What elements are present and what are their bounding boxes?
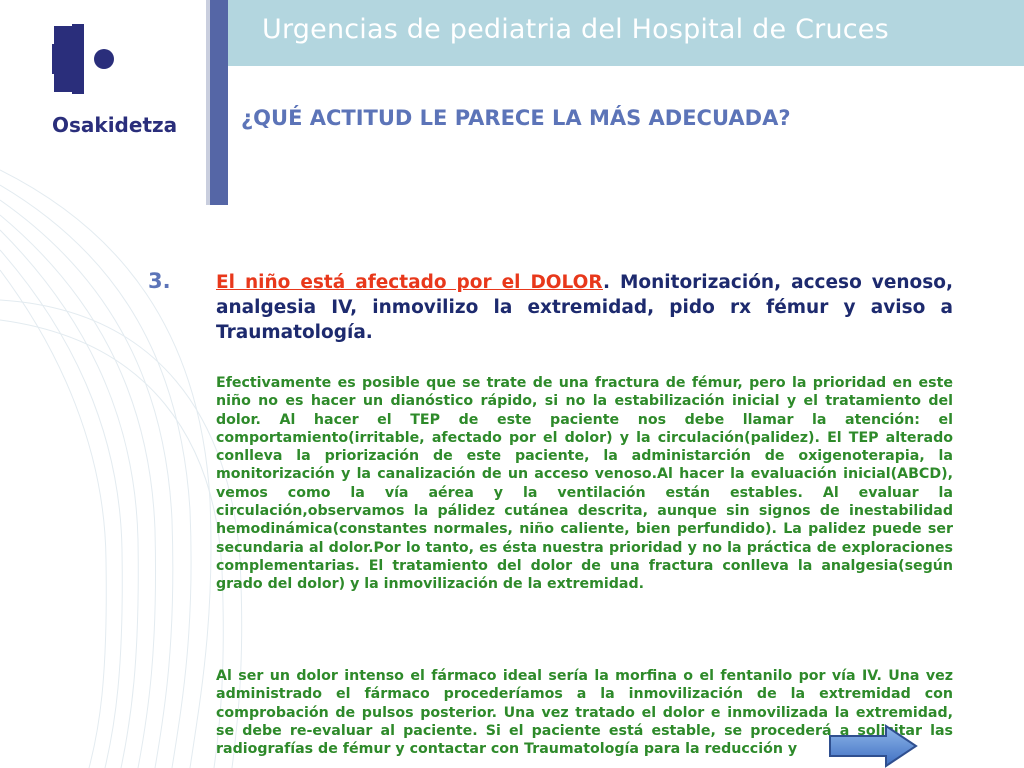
header-title: Urgencias de pediatria del Hospital de Cruces <box>262 14 889 45</box>
explanation-paragraph-1: Efectivamente es posible que se trate de una fractura de fémur, pero la prioridad en este niño no es hacer un dianóstico rápido, si no la estabilización inicial y el tratamiento del dolor. Al hacer el TEP de este paciente nos debe llamar la atención: el comportamiento(irritable, afectado por el dolor) y la circulación(palidez). El TEP alterado conlleva la priorización de este paciente, la administarción de oxigenoterapia, la monitorización y la canalización de un acceso venoso.Al hacer la evaluación inicial(ABCD), vemos como la vía aérea y la ventilación están estables. Al evaluar la circulación,observamos la pálidez cutánea descrita, aunque sin signos de inestabilidad hemodinámica(constantes normales, niño caliente, bien perfundido). La palidez puede ser secundaria al dolor.Por lo tanto, es ésta nuestra prioridad y no la práctica de exploraciones complementarias. El tratamiento del dolor de una fractura conlleva la analgesia(según grado del dolor) y la inmovilización de la extremidad. <box>216 375 953 593</box>
right-arrow-icon[interactable] <box>828 724 920 768</box>
answer-text <box>216 270 953 345</box>
explanation-paragraph-2: Al ser un dolor intenso el fármaco ideal sería la morfina o el fentanilo por vía IV. Una vez administrado el fármaco procederíamos a la inmovilización de la extremidad con comprobación de pulsos posterior. Una vez tratado el dolor e inmovilizada la extremidad, se debe re-evaluar al paciente. Si el paciente está estable, se procederá a solicitar las radiografías de fémur y contactar con Traumatología para la reducción y <box>216 668 953 758</box>
osakidetza-cross-logo-icon <box>52 24 122 94</box>
answer-rest: . Monitorización, acceso venoso, analgesia IV, inmovilizo la extremidad, pido rx fémur y aviso a Traumatología. <box>216 272 954 343</box>
answer-highlight[interactable]: El niño está afectado por el DOLOR <box>216 272 603 293</box>
accent-bar <box>210 0 228 205</box>
slide-title: ¿QUÉ ACTITUD LE PARECE LA MÁS ADECUADA? <box>241 106 791 130</box>
brand-name: Osakidetza <box>52 113 178 137</box>
item-number: 3. <box>148 269 171 293</box>
